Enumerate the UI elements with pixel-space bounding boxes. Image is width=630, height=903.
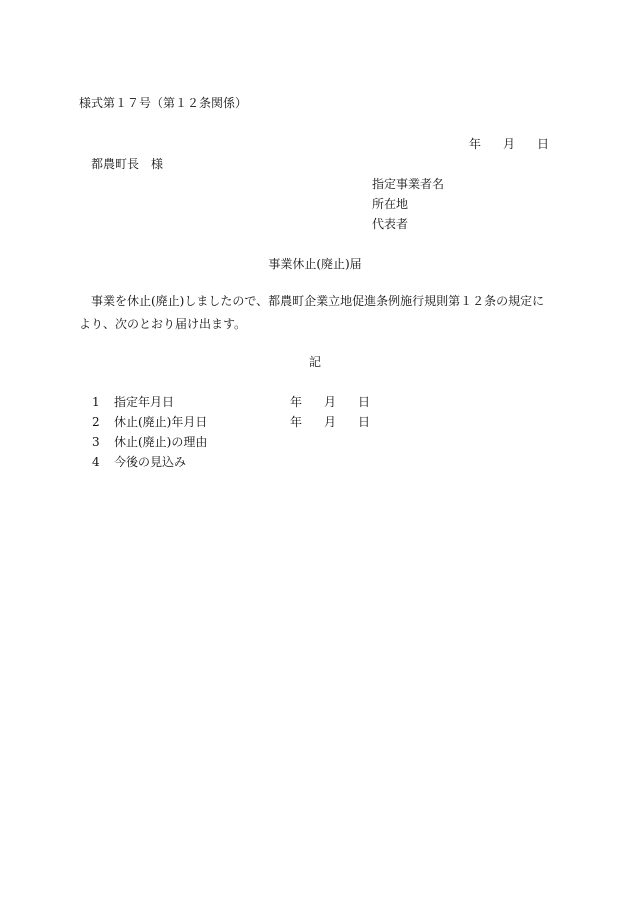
item-number: 4 xyxy=(92,455,100,469)
designation-date-fields xyxy=(290,396,370,408)
item-label: 休止(廃止)年月日 xyxy=(114,415,208,429)
submission-date xyxy=(469,138,549,150)
suspension-date-fields xyxy=(290,416,370,428)
date-year-label: 年 xyxy=(469,137,482,151)
month-label: 月 xyxy=(324,415,337,429)
item-suspension-reason xyxy=(92,436,207,448)
form-number: 様式第１７号（第１２条関係） xyxy=(79,96,248,110)
day-label: 日 xyxy=(358,395,371,409)
item-designation-date xyxy=(92,396,174,408)
date-day-label: 日 xyxy=(537,137,550,151)
ki-heading: 記 xyxy=(308,355,321,369)
applicant-name-label: 指定事業者名 xyxy=(372,177,445,191)
document-title: 事業休止(廃止)届 xyxy=(268,257,362,271)
body-text: 事業を休止(廃止)しましたので、都農町企業立地促進条例施行規則第１２条の規定により、次のとおり届け出ます。 xyxy=(79,294,545,331)
applicant-address-label: 所在地 xyxy=(372,197,409,211)
item-number: 1 xyxy=(92,395,100,409)
year-label: 年 xyxy=(290,395,303,409)
addressee: 都農町長 様 xyxy=(91,157,164,171)
month-label: 月 xyxy=(324,395,337,409)
date-month-label: 月 xyxy=(503,137,516,151)
item-number: 3 xyxy=(92,435,100,449)
item-label: 指定年月日 xyxy=(114,395,175,409)
item-suspension-date xyxy=(92,416,207,428)
day-label: 日 xyxy=(358,415,371,429)
item-label: 休止(廃止)の理由 xyxy=(114,435,208,449)
item-future-outlook xyxy=(92,456,186,468)
applicant-representative-label: 代表者 xyxy=(372,217,409,231)
year-label: 年 xyxy=(290,415,303,429)
item-label: 今後の見込み xyxy=(114,455,187,469)
item-number: 2 xyxy=(92,415,100,429)
